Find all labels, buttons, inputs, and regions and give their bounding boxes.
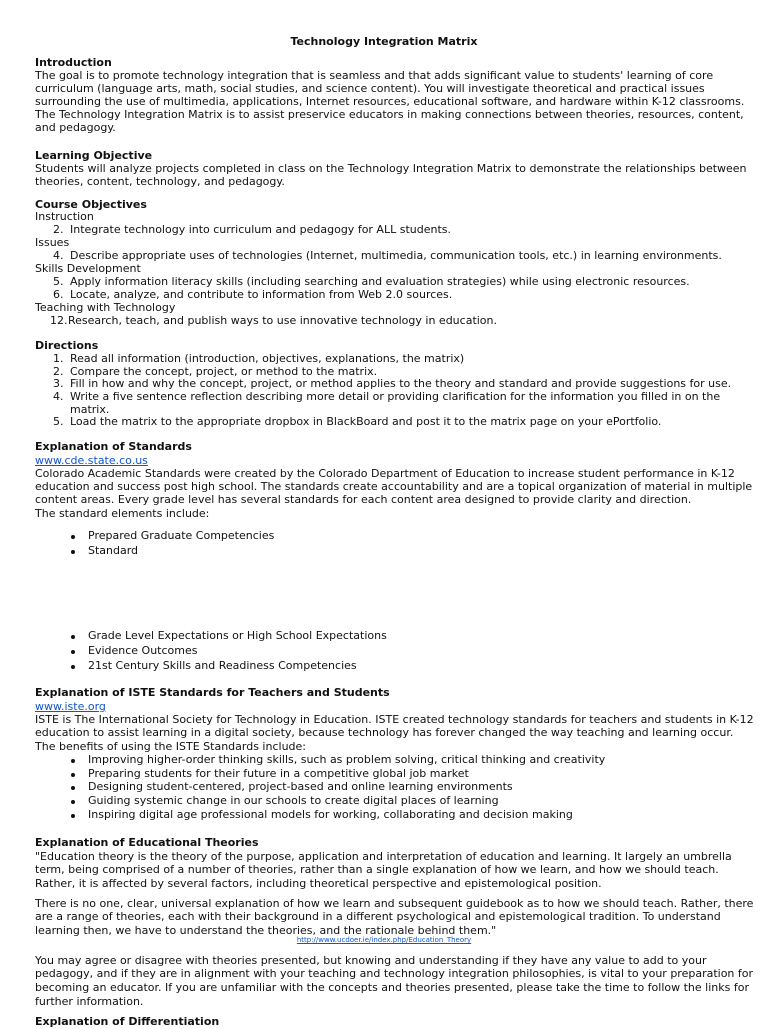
intro-line: and pedagogy. (35, 121, 116, 134)
iste-benefit: Inspiring digital age professional models for working, collaborating and decision making (88, 808, 573, 821)
direction-item: Load the matrix to the appropriate dropbox in BlackBoard and post it to the matrix page on your ePortfolio. (70, 415, 662, 428)
document-title: Technology Integration Matrix (290, 35, 478, 48)
course-group-label: Teaching with Technology (35, 301, 176, 314)
standards-line: Colorado Academic Standards were created by the Colorado Department of Education to increase student performance in K-12 (35, 467, 735, 480)
intro-heading: Introduction (35, 56, 112, 69)
standards-element: Evidence Outcomes (88, 644, 198, 657)
theories-line: You may agree or disagree with theories presented, but knowing and understanding if they have any value to add to your (35, 954, 707, 967)
iste-line: education to assist learning in a digital society, because technology has forever changed the way teaching and learning occur. (35, 726, 734, 739)
course-item: Describe appropriate uses of technologies (Internet, multimedia, communication tools, etc.) in learning environments. (70, 249, 722, 262)
bullet-icon (71, 650, 75, 654)
theories-line: becoming an educator. If you are unfamiliar with the concepts and theories presented, please take the time to follow the links for (35, 981, 749, 994)
bullet-icon (71, 814, 75, 818)
bullet-icon (71, 773, 75, 777)
course-item: Apply information literacy skills (including searching and evaluation strategies) while using electronic resources. (70, 275, 690, 288)
iste-heading: Explanation of ISTE Standards for Teachers and Students (35, 686, 390, 699)
course-item: Research, teach, and publish ways to use innovative technology in education. (68, 314, 498, 327)
iste-benefit: Designing student-centered, project-based and online learning environments (88, 780, 513, 793)
standards-element: 21st Century Skills and Readiness Competencies (88, 659, 357, 672)
direction-number: 4. (53, 390, 64, 403)
learning-line: Students will analyze projects completed in class on the Technology Integration Matrix to demonstrate the relationships between (35, 162, 747, 175)
direction-item: Read all information (introduction, objectives, explanations, the matrix) (70, 352, 465, 365)
learning-line: theories, content, technology, and pedagogy. (35, 175, 285, 188)
differentiation-heading: Explanation of Differentiation (35, 1015, 220, 1028)
theories-heading: Explanation of Educational Theories (35, 836, 259, 849)
course-group-label: Skills Development (35, 262, 141, 275)
bullet-icon (71, 535, 75, 539)
standards-line: The standard elements include: (35, 507, 210, 520)
standards-element: Grade Level Expectations or High School Expectations (88, 629, 387, 642)
direction-number: 2. (53, 365, 64, 378)
direction-item: matrix. (70, 403, 110, 416)
course-item-number: 4. (53, 249, 64, 262)
theories-line: pedagogy, and if they are in alignment with your teaching and technology integration philosophies, is vital to your preparation for (35, 967, 754, 980)
theories-quote-line: term, being comprised of a number of theories, rather than a single explanation of how we learn, and how we should teach. (35, 863, 719, 876)
standards-line: content areas. Every grade level has several standards for each content area designed to provide clarity and direction. (35, 493, 692, 506)
intro-line: curriculum (language arts, math, social studies, and science content). You will investigate theoretical and practical issues (35, 82, 705, 95)
iste-benefit: Preparing students for their future in a competitive global job market (88, 767, 469, 780)
bullet-icon (71, 550, 75, 554)
direction-number: 5. (53, 415, 64, 428)
course-item-number: 5. (53, 275, 64, 288)
course-item: Locate, analyze, and contribute to information from Web 2.0 sources. (70, 288, 453, 301)
standards-element: Prepared Graduate Competencies (88, 529, 275, 542)
bullet-icon (71, 800, 75, 804)
direction-item: Compare the concept, project, or method to the matrix. (70, 365, 378, 378)
course-item-number: 2. (53, 223, 64, 236)
theories-quote-line: are a range of theories, each with their background in a different psychological and epistemological tradition. To understand (35, 910, 721, 923)
course-heading: Course Objectives (35, 198, 147, 211)
iste-benefit: Improving higher-order thinking skills, such as problem solving, critical thinking and creativity (88, 753, 606, 766)
learning-heading: Learning Objective (35, 149, 153, 162)
intro-line: The goal is to promote technology integration that is seamless and that adds significant value to students' learning of core (35, 69, 714, 82)
theories-quote-line: "Education theory is the theory of the purpose, application and interpretation of education and learning. It largely an umbrella (35, 850, 732, 863)
standards-element: Standard (88, 544, 139, 557)
direction-number: 3. (53, 377, 64, 390)
theories-quote-line: learning then, we have to understand the theories, and the rationale behind them." (35, 924, 497, 937)
standards-link[interactable]: www.cde.state.co.us (35, 454, 148, 467)
standards-heading: Explanation of Standards (35, 440, 192, 453)
theories-source-link[interactable]: http://www.ucdoer.ie/index.php/Education_Theory (296, 936, 472, 944)
intro-line: surrounding the use of multimedia, applications, Internet resources, educational software, and hardware within K-12 classrooms. (35, 95, 745, 108)
bullet-icon (71, 665, 75, 669)
theories-quote-line: Rather, it is affected by several factors, including theoretical perspective and epistemological position. (35, 877, 602, 890)
direction-item: Fill in how and why the concept, project, or method applies to the theory and standard and provide suggestions for use. (70, 377, 732, 390)
theories-line: further information. (35, 995, 144, 1008)
iste-benefit: Guiding systemic change in our schools to create digital places of learning (88, 794, 499, 807)
bullet-icon (71, 635, 75, 639)
course-item-number: 12. (50, 314, 68, 327)
theories-quote-line: There is no one, clear, universal explanation of how we learn and subsequent guidebook as to how we should teach. Rather, there (35, 897, 754, 910)
bullet-icon (71, 759, 75, 763)
direction-item: Write a five sentence reflection describing more detail or providing clarification for the information you filled in on the (70, 390, 721, 403)
course-group-label: Instruction (35, 210, 94, 223)
directions-heading: Directions (35, 339, 99, 352)
intro-line: The Technology Integration Matrix is to assist preservice educators in making connections between theories, resources, content, (35, 108, 744, 121)
direction-number: 1. (53, 352, 64, 365)
course-item: Integrate technology into curriculum and pedagogy for ALL students. (70, 223, 451, 236)
iste-line: ISTE is The International Society for Technology in Education. ISTE created technology standards for teachers and students in K-12 (35, 713, 754, 726)
course-item-number: 6. (53, 288, 64, 301)
bullet-icon (71, 786, 75, 790)
iste-line: The benefits of using the ISTE Standards include: (35, 740, 306, 753)
iste-link[interactable]: www.iste.org (35, 700, 106, 713)
course-group-label: Issues (35, 236, 70, 249)
standards-line: education and success post high school. The standards create accountability and are a topical organization of material in multiple (35, 480, 753, 493)
